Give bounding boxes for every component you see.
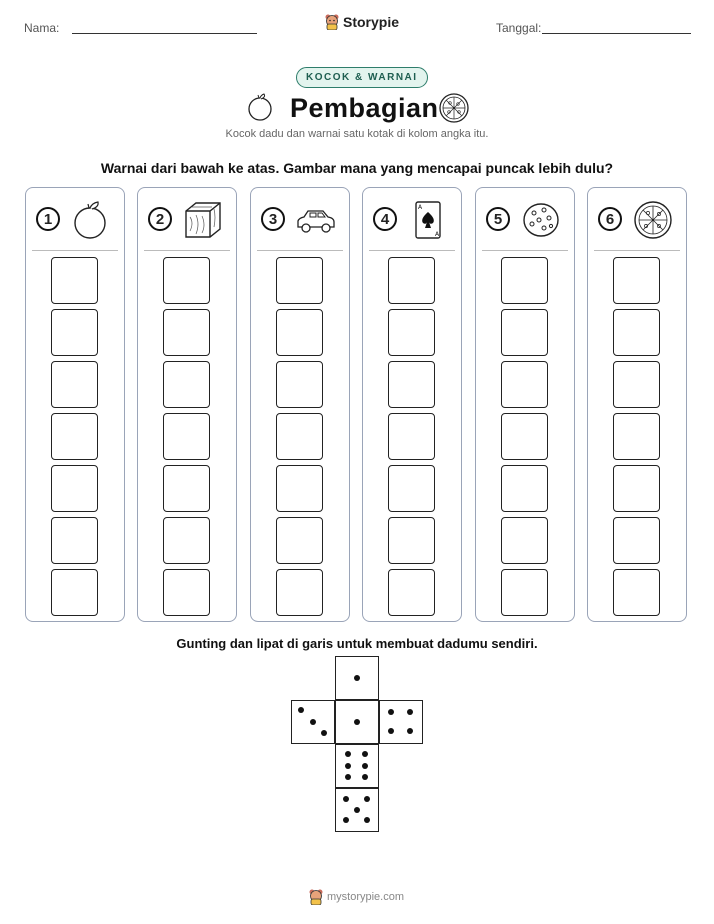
color-box[interactable] [501, 413, 548, 460]
die-face-1 [335, 656, 379, 700]
column-number: 5 [486, 207, 510, 231]
name-label: Nama: [24, 21, 60, 35]
color-box[interactable] [276, 517, 323, 564]
column-divider [144, 250, 230, 251]
die-pip [321, 730, 327, 736]
color-box[interactable] [51, 361, 98, 408]
activity-tag: KOCOK & WARNAI [296, 67, 428, 88]
die-pip [364, 817, 370, 823]
column-divider [369, 250, 455, 251]
color-box[interactable] [163, 569, 210, 616]
column-2 [137, 187, 237, 622]
die-face-5 [335, 788, 379, 832]
column-divider [32, 250, 118, 251]
column-1 [25, 187, 125, 622]
color-box[interactable] [51, 465, 98, 512]
die-pip [345, 774, 351, 780]
footer-url: mystorypie.com [327, 891, 405, 903]
orange-title-icon [246, 92, 274, 122]
color-box[interactable] [388, 361, 435, 408]
color-box[interactable] [501, 517, 548, 564]
column-number: 3 [261, 207, 285, 231]
die-pip [354, 807, 360, 813]
color-box[interactable] [51, 257, 98, 304]
color-box[interactable] [613, 569, 660, 616]
die-pip [343, 796, 349, 802]
orange-icon [70, 199, 112, 241]
column-3 [250, 187, 350, 622]
spade-card-icon [407, 199, 449, 241]
die-pip [362, 774, 368, 780]
color-box[interactable] [276, 309, 323, 356]
color-box[interactable] [613, 465, 660, 512]
die-pip [298, 707, 304, 713]
color-box[interactable] [276, 257, 323, 304]
subtitle: Kocok dadu dan warnai satu kotak di kolom angka itu. [225, 128, 489, 140]
die-pip [362, 751, 368, 757]
die-face-6 [335, 744, 379, 788]
die-pip [407, 709, 413, 715]
color-box[interactable] [51, 517, 98, 564]
color-box[interactable] [388, 309, 435, 356]
cookie-icon [520, 199, 562, 241]
cut-instruction: Gunting dan lipat di garis untuk membuat dadumu sendiri. [176, 636, 538, 651]
column-6 [587, 187, 687, 622]
column-4 [362, 187, 462, 622]
color-box[interactable] [501, 569, 548, 616]
color-box[interactable] [163, 257, 210, 304]
color-box[interactable] [501, 465, 548, 512]
die-face-3 [291, 700, 335, 744]
color-box[interactable] [51, 413, 98, 460]
color-box[interactable] [51, 309, 98, 356]
column-divider [257, 250, 343, 251]
die-face-4 [379, 700, 423, 744]
color-box[interactable] [613, 309, 660, 356]
wooden-block-icon [182, 199, 224, 241]
column-number: 6 [598, 207, 622, 231]
die-face-1 [335, 700, 379, 744]
color-box[interactable] [613, 257, 660, 304]
color-box[interactable] [276, 465, 323, 512]
bear-footer-icon [309, 889, 323, 905]
die-pip [354, 719, 360, 725]
color-box[interactable] [163, 413, 210, 460]
column-number: 2 [148, 207, 172, 231]
color-box[interactable] [501, 361, 548, 408]
bear-logo-icon [325, 14, 339, 30]
footer [309, 889, 404, 905]
color-box[interactable] [388, 465, 435, 512]
color-box[interactable] [163, 361, 210, 408]
color-box[interactable] [613, 517, 660, 564]
color-box[interactable] [388, 517, 435, 564]
color-box[interactable] [613, 413, 660, 460]
color-box[interactable] [163, 517, 210, 564]
color-box[interactable] [501, 257, 548, 304]
color-box[interactable] [501, 309, 548, 356]
color-box[interactable] [276, 569, 323, 616]
die-pip [310, 719, 316, 725]
column-divider [482, 250, 568, 251]
svg-text:A: A [418, 204, 423, 211]
pizza-title-icon [438, 92, 470, 124]
die-pip [388, 728, 394, 734]
color-box[interactable] [276, 361, 323, 408]
column-number: 4 [373, 207, 397, 231]
date-line[interactable] [542, 33, 691, 34]
brand-name: Storypie [343, 14, 400, 30]
color-box[interactable] [388, 413, 435, 460]
color-box[interactable] [388, 569, 435, 616]
color-box[interactable] [276, 413, 323, 460]
car-icon [295, 199, 337, 241]
color-box[interactable] [163, 465, 210, 512]
color-box[interactable] [388, 257, 435, 304]
instruction-text: Warnai dari bawah ke atas. Gambar mana yang mencapai puncak lebih dulu? [100, 160, 614, 176]
pizza-icon [632, 199, 674, 241]
page-title: Pembagian [290, 93, 439, 123]
die-pip [362, 763, 368, 769]
svg-text:A: A [435, 231, 440, 238]
column-5 [475, 187, 575, 622]
column-divider [594, 250, 680, 251]
column-number: 1 [36, 207, 60, 231]
color-box[interactable] [613, 361, 660, 408]
name-line[interactable] [72, 33, 257, 34]
die-pip [345, 751, 351, 757]
brand-logo [325, 14, 399, 30]
die-pip [407, 728, 413, 734]
color-box[interactable] [163, 309, 210, 356]
die-pip [343, 817, 349, 823]
color-box[interactable] [51, 569, 98, 616]
die-pip [345, 763, 351, 769]
die-pip [354, 675, 360, 681]
die-pip [388, 709, 394, 715]
die-pip [364, 796, 370, 802]
date-label: Tanggal: [496, 21, 542, 35]
